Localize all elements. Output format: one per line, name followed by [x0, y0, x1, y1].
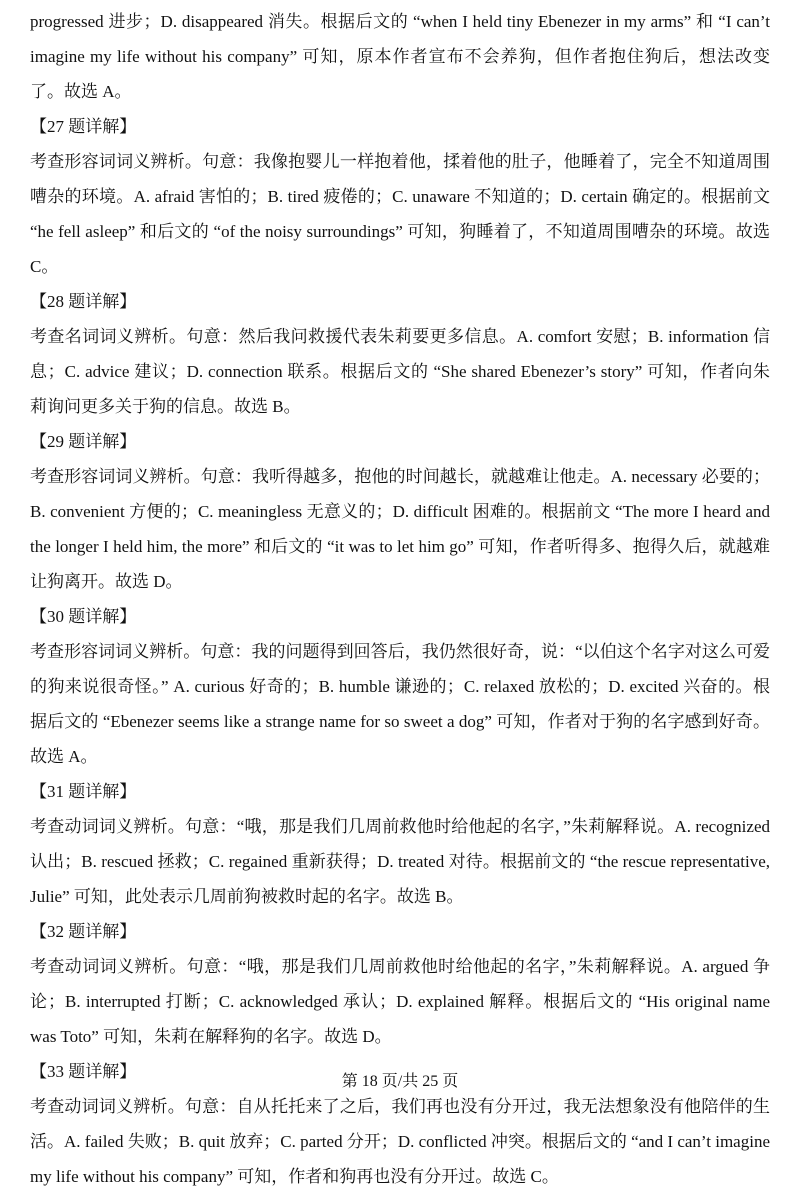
- paragraph-33-explanation: 考查动词词义辨析。句意：自从托托来了之后，我们再也没有分开过，我无法想象没有他陪伴的生活。A. failed 失败；B. quit 放弃；C. parted 分开；D. conflicted 冲突。根据后文的 “and I can’t imagine my life without his company” 可知，作者和狗再也没有分开过。故选 C。: [30, 1097, 770, 1186]
- paragraph-29-explanation: 考查形容词词义辨析。句意：我听得越多，抱他的时间越长，就越难让他走。A. necessary 必要的；B. convenient 方便的；C. meaningless 无意义的；D. difficult 困难的。根据前文 “The more I heard and the longer I held him, the more” 和后文的 “it was to let him go” 可知，作者听得多、抱得久后，就越难让狗离开。故选 D。: [30, 467, 770, 591]
- paragraph-31-explanation: 考查动词词义辨析。句意：“哦，那是我们几周前救他时给他起的名字，”朱莉解释说。A. recognized 认出；B. rescued 拯救；C. regained 重新获得；D. treated 对待。根据前文的 “the rescue representative, Julie” 可知，此处表示几周前狗被救时起的名字。故选 B。: [30, 817, 770, 906]
- page-number-footer: 第 18 页/共 25 页: [341, 1073, 459, 1090]
- paragraph-27-explanation: 考查形容词词义辨析。句意：我像抱婴儿一样抱着他，揉着他的肚子，他睡着了，完全不知道周围嘈杂的环境。A. afraid 害怕的；B. tired 疲倦的；C. unaware 不知道的；D. certain 确定的。根据前文 “he fell asleep” 和后文的 “of the noisy surroundings” 可知，狗睡着了，不知道周围嘈杂的环境。故选 C。: [30, 152, 770, 276]
- heading-question-29: 【29 题详解】: [30, 432, 137, 451]
- paragraph-28-explanation: 考查名词词义辨析。句意：然后我问救援代表朱莉要更多信息。A. comfort 安慰；B. information 信息；C. advice 建议；D. connection 联系。根据后文的 “She shared Ebenezer’s story” 可知，作者向朱莉询问更多关于狗的信息。故选 B。: [30, 327, 770, 416]
- heading-question-32: 【32 题详解】: [30, 922, 137, 941]
- paragraph-30-explanation: 考查形容词词义辨析。句意：我的问题得到回答后，我仍然很好奇，说：“以伯这个名字对这么可爱的狗来说很奇怪。” A. curious 好奇的；B. humble 谦逊的；C. relaxed 放松的；D. excited 兴奋的。根据后文的 “Ebenezer seems like a strange name for so sweet a dog” 可知，作者对于狗的名字感到好奇。故选 A。: [30, 642, 770, 766]
- heading-question-30: 【30 题详解】: [30, 607, 137, 626]
- document-page: [30, 4, 770, 1194]
- heading-question-33: 【33 题详解】: [30, 1062, 137, 1081]
- heading-question-27: 【27 题详解】: [30, 117, 137, 136]
- heading-question-28: 【28 题详解】: [30, 292, 137, 311]
- paragraph-26-explanation-continued: progressed 进步；D. disappeared 消失。根据后文的 “when I held tiny Ebenezer in my arms” 和 “I can’t imagine my life without his company” 可知，原本作者宣布不会养狗，但作者抱住狗后，想法改变了。故选 A。: [30, 12, 770, 101]
- heading-question-31: 【31 题详解】: [30, 782, 137, 801]
- paragraph-32-explanation: 考查动词词义辨析。句意：“哦，那是我们几周前救他时给他起的名字，”朱莉解释说。A. argued 争论；B. interrupted 打断；C. acknowledged 承认；D. explained 解释。根据后文的 “His original name was Toto” 可知，朱莉在解释狗的名字。故选 D。: [30, 957, 770, 1046]
